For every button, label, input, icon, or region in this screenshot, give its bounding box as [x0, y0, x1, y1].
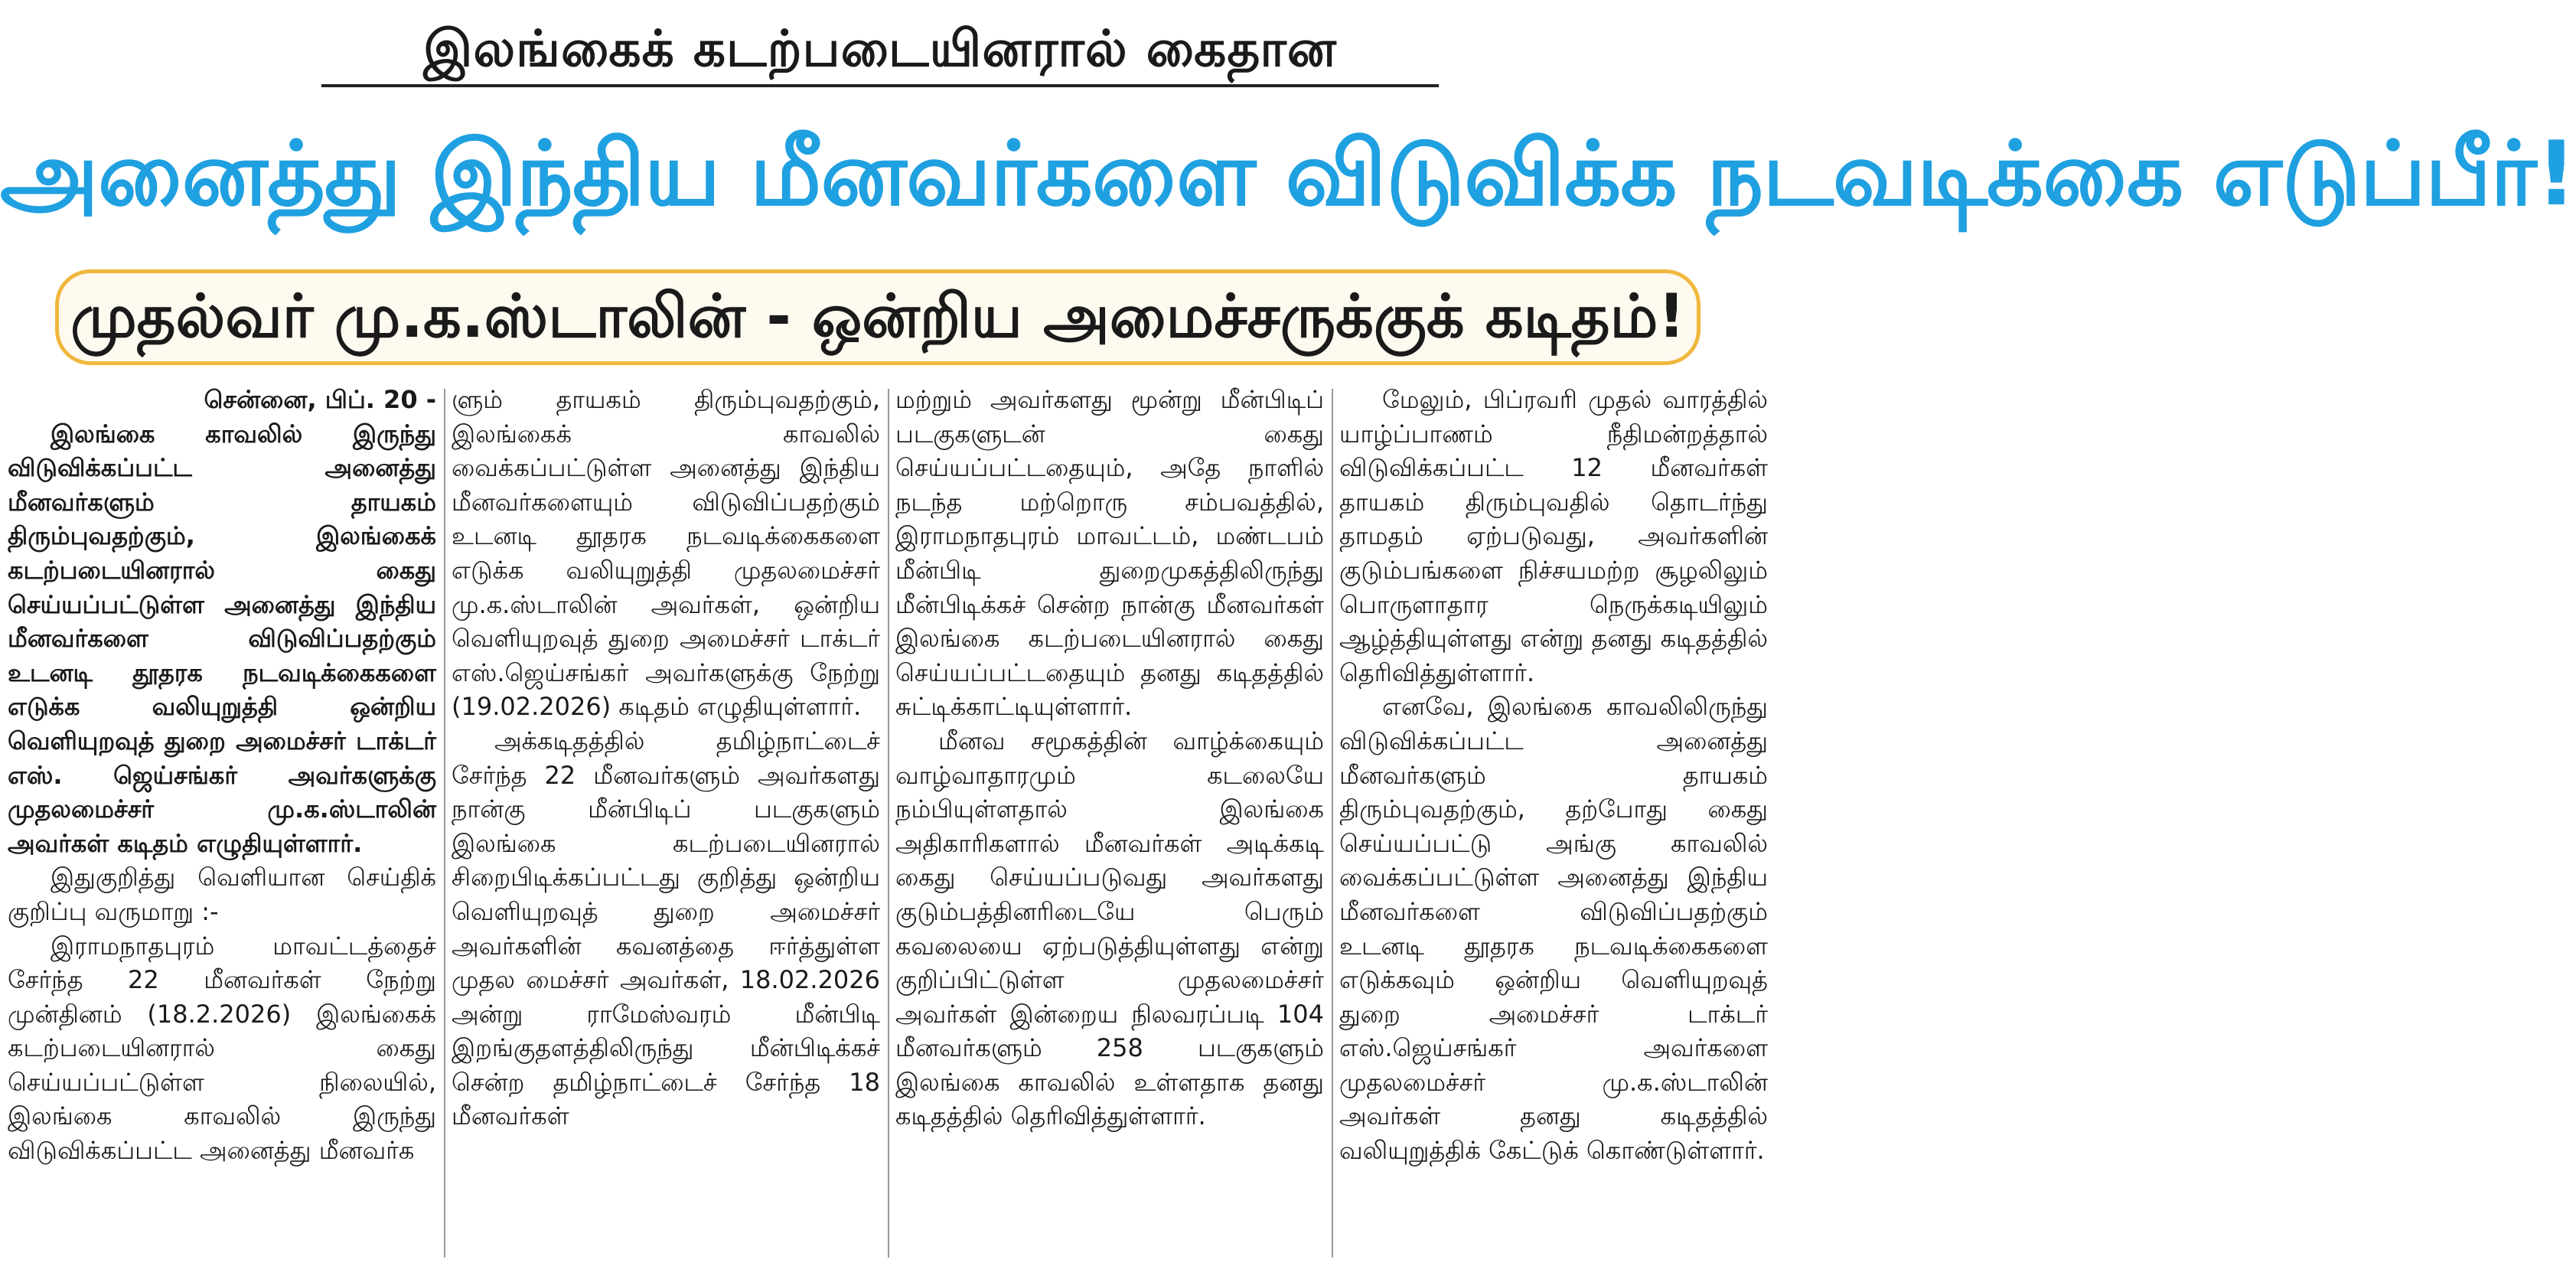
column-divider	[444, 389, 445, 1258]
paragraph: ளும் தாயகம் திரும்புவதற்கும், இலங்கைக் காவலில் வைக்கப்பட்டுள்ள அனைத்து இந்திய மீனவர்களையும் விடுவிப்பதற்கும் உடனடி தூதரக நடவடிக்கைகளை எடுக்க வலியுறுத்தி முதலமைச்சர் மு.க.ஸ்டாலின் அவர்கள், ஒன்றிய வெளியுறவுத் துறை அமைச்சர் டாக்டர் எஸ்.ஜெய்சங்கர் அவர்களுக்கு நேற்று (19.02.2026) கடிதம் எழுதியுள்ளார்.	[452, 385, 880, 722]
paragraph: எனவே, இலங்கை காவலிலிருந்து விடுவிக்கப்பட்ட அனைத்து மீனவர்களும் தாயகம் திரும்புவதற்கும், தற்போது கைது செய்யப்பட்டு அங்கு காவலில் வைக்கப்பட்டுள்ள அனைத்து இந்திய மீனவர்களை விடுவிப்பதற்கும் உடனடி தூதரக நடவடிக்கைகளை எடுக்கவும் ஒன்றிய வெளியுறவுத் துறை அமைச்சர் டாக்டர் எஸ்.ஜெய்சங்கர் அவர்களை முதலமைச்சர் மு.க.ஸ்டாலின் அவர்கள் தனது கடிதத்தில் வலியுறுத்திக் கேட்டுக் கொண்டுள்ளார்.	[1339, 692, 1768, 1166]
dateline: சென்னை, பிப். 20 -	[204, 385, 436, 414]
paragraph: மற்றும் அவர்களது மூன்று மீன்பிடிப் படகுகளுடன் கைது செய்யப்பட்டதையும், அதே நாளில் நடந்த மற்றொரு சம்பவத்தில், இராமநாதபுரம் மாவட்டம், மண்டபம் மீன்பிடி துறைமுகத்திலிருந்து மீன்பிடிக்கச் சென்ற நான்கு மீனவர்கள் இலங்கை கடற்படையினரால் கைது செய்யப்பட்டதையும் தனது கடிதத்தில் சுட்டிக்காட்டியுள்ளார்.	[895, 385, 1324, 722]
paragraph: அக்கடிதத்தில் தமிழ்நாட்டைச் சேர்ந்த 22 மீனவர்களும் அவர்களது நான்கு மீன்பிடிப் படகுகளும் இலங்கை கடற்படையினரால் சிறைபிடிக்கப்பட்டது குறித்து ஒன்றிய வெளியுறவுத் துறை அமைச்சர் அவர்களின் கவனத்தை ஈர்த்துள்ள முதல மைச்சர் அவர்கள், 18.02.2026 அன்று ராமேஸ்வரம் மீன்பிடி இறங்குதளத்திலிருந்து மீன்பிடிக்கச் சென்ற தமிழ்நாட்டைச் சேர்ந்த 18 மீனவர்கள்	[452, 726, 880, 1131]
article-column-2	[452, 383, 880, 1263]
paragraph: இராமநாதபுரம் மாவட்டத்தைச் சேர்ந்த 22 மீனவர்கள் நேற்று முன்தினம் (18.2.2026) இலங்கைக் கடற்படையினரால் கைது செய்யப்பட்டுள்ள நிலையில், இலங்கை காவலில் இருந்து விடுவிக்கப்பட்ட அனைத்து மீனவர்க	[8, 931, 436, 1166]
dateline-paragraph	[8, 383, 436, 417]
column-divider	[1332, 389, 1333, 1258]
sub-headline-text: முதல்வர் மு.க.ஸ்டாலின் - ஒன்றிய அமைச்சருக்குக் கடிதம்!	[70, 282, 1685, 351]
main-headline: அனைத்து இந்திய மீனவர்களை விடுவிக்க நடவடிக்கை எடுப்பீர்!	[0, 122, 2576, 226]
article-column-3	[895, 383, 1324, 1263]
column-divider	[888, 389, 889, 1258]
paragraph: மீனவ சமூகத்தின் வாழ்க்கையும் வாழ்வாதாரமும் கடலையே நம்பியுள்ளதால் இலங்கை அதிகாரிகளால் மீனவர்கள் அடிக்கடி கைது செய்யப்படுவது அவர்களது குடும்பத்தினரிடையே பெரும் கவலையை ஏற்படுத்தியுள்ளது என்று குறிப்பிட்டுள்ள முதலமைச்சர் அவர்கள் இன்றைய நிலவரப்படி 104 மீனவர்களும் 258 படகுகளும் இலங்கை காவலில் உள்ளதாக தனது கடிதத்தில் தெரிவித்துள்ளார்.	[895, 726, 1324, 1131]
article-column-1	[8, 383, 436, 1263]
article-column-4	[1339, 383, 1768, 1263]
kicker-headline: இலங்கைக் கடற்படையினரால் கைதான	[321, 14, 1439, 87]
lead-paragraph: இலங்கை காவலில் இருந்து விடுவிக்கப்பட்ட அனைத்து மீனவர்களும் தாயகம் திரும்புவதற்கும், இலங்கைக் கடற்படையினரால் கைது செய்யப்பட்டுள்ள அனைத்து இந்திய மீனவர்களை விடுவிப்பதற்கும் உடனடி தூதரக நடவடிக்கைகளை எடுக்க வலியுறுத்தி ஒன்றிய வெளியுறவுத் துறை அமைச்சர் டாக்டர் எஸ். ஜெய்சங்கர் அவர்களுக்கு முதலமைச்சர் மு.க.ஸ்டாலின் அவர்கள் கடிதம் எழுதியுள்ளார்.	[8, 419, 436, 858]
paragraph: இதுகுறித்து வெளியான செய்திக் குறிப்பு வருமாறு :-	[8, 863, 436, 926]
sub-headline-box	[55, 269, 1700, 365]
paragraph: மேலும், பிப்ரவரி முதல் வாரத்தில் யாழ்ப்பாணம் நீதிமன்றத்தால் விடுவிக்கப்பட்ட 12 மீனவர்கள் தாயகம் திரும்புவதில் தொடர்ந்து தாமதம் ஏற்படுவது, அவர்களின் குடும்பங்களை நிச்சயமற்ற சூழலிலும் பொருளாதார நெருக்கடியிலும் ஆழ்த்தியுள்ளது என்று தனது கடிதத்தில் தெரிவித்துள்ளார்.	[1339, 385, 1768, 687]
